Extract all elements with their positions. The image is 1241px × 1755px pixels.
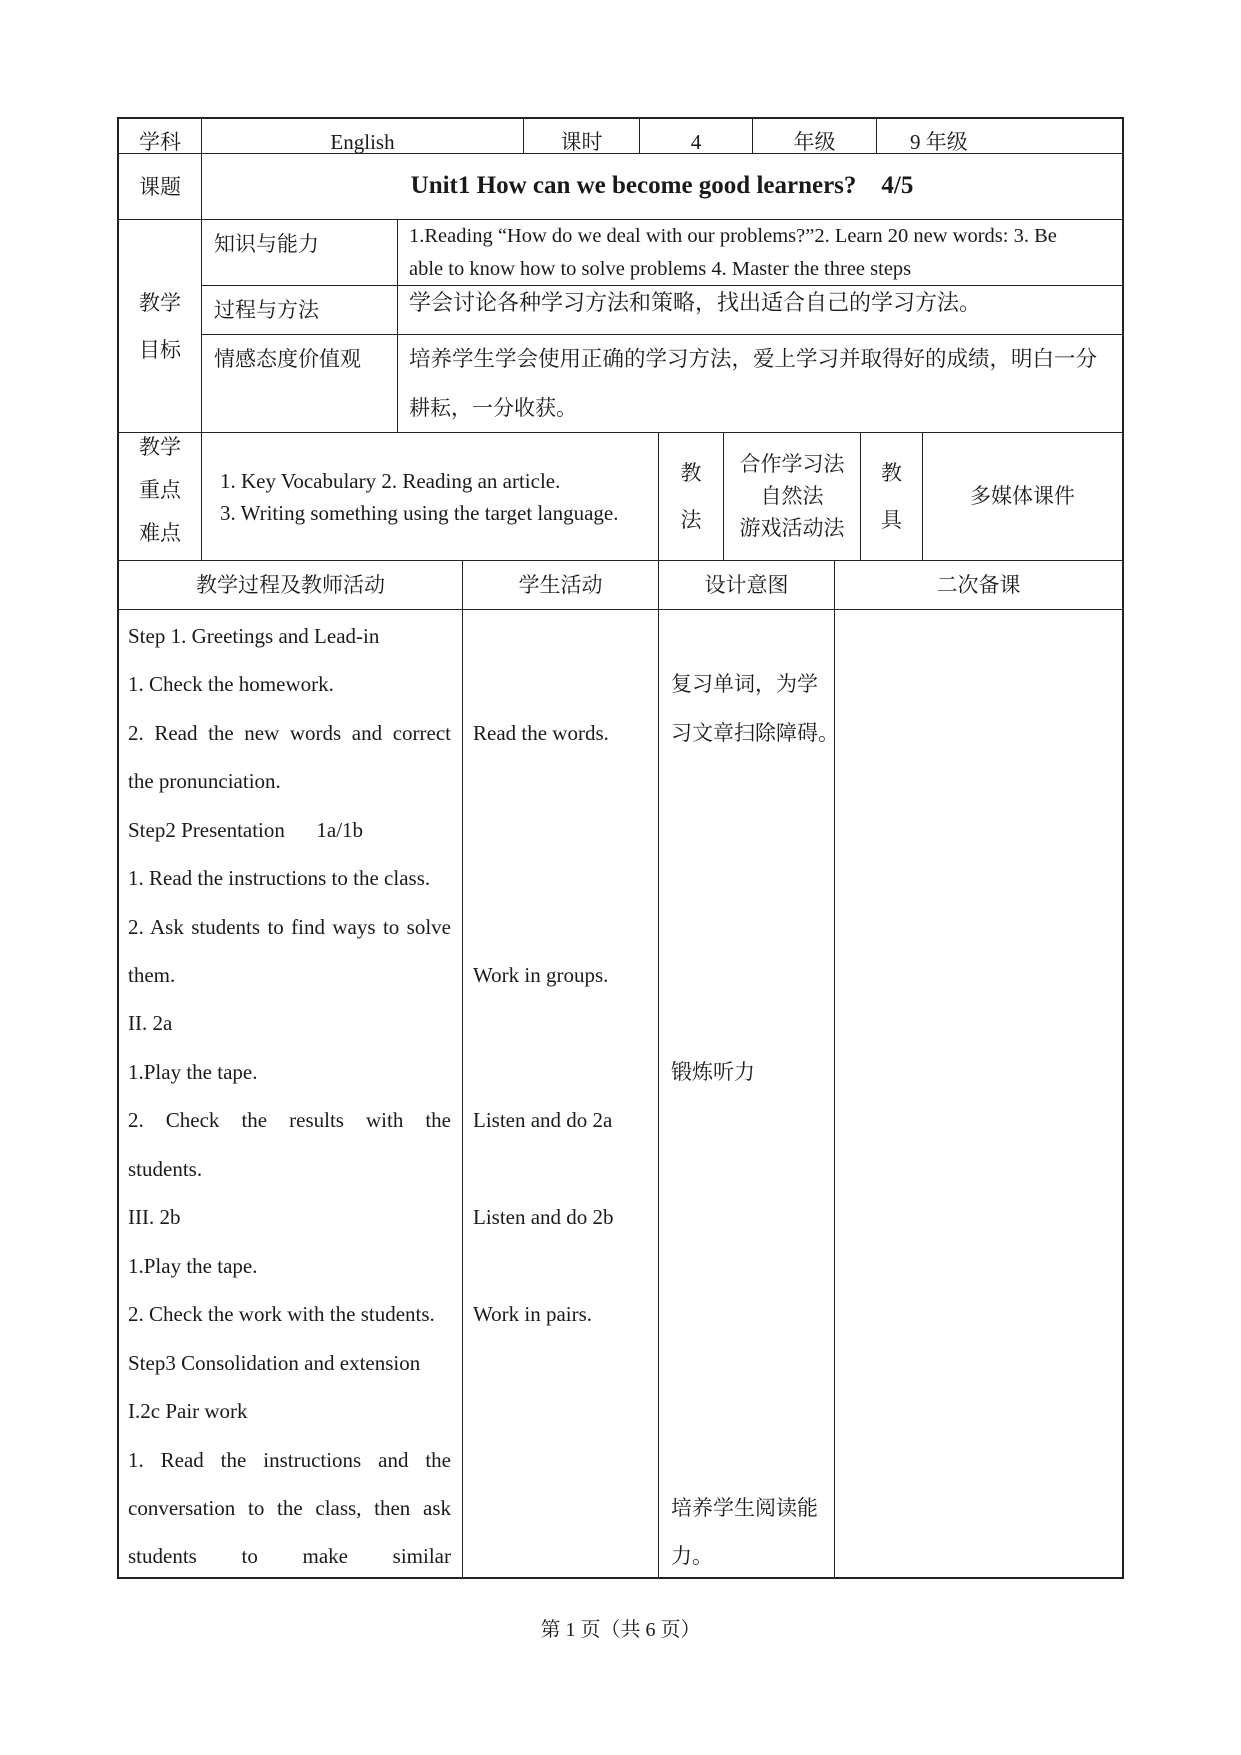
grade-label: 年级 — [793, 130, 836, 154]
page-footer: 第 1 页（共 6 页） — [540, 1619, 701, 1641]
method-label-2: 法 — [680, 508, 702, 532]
knowledge-line-1: 1.Reading “How do we deal with our problems?”2. Learn 20 new words: 3. Be — [409, 225, 1057, 247]
header-student-activity: 学生活动 — [518, 573, 603, 597]
intent-line: 复习单词，为学 — [671, 672, 818, 696]
teacher-line: 1. Check the homework. — [128, 672, 334, 696]
goals-label-2: 目标 — [139, 338, 181, 362]
teacher-line: 1.Play the tape. — [128, 1254, 258, 1278]
teacher-line: Step3 Consolidation and extension — [128, 1351, 421, 1375]
focus-label-3: 难点 — [139, 521, 181, 545]
intent-line: 习文章扫除障碍。 — [671, 721, 839, 745]
teacher-line: 2. Ask students to find ways to solve — [128, 915, 451, 939]
teacher-line: 1. Read the instructions to the class. — [128, 866, 431, 890]
period-value: 4 — [690, 130, 702, 154]
method-3: 游戏活动法 — [739, 516, 845, 540]
process-method-label: 过程与方法 — [214, 298, 319, 322]
tool-label-2: 具 — [881, 508, 902, 532]
process-method-value: 学会讨论各种学习方法和策略，找出适合自己的学习方法。 — [409, 290, 982, 315]
intent-line: 培养学生阅读能 — [671, 1496, 818, 1520]
subject-value: English — [330, 130, 395, 154]
header-teacher-activity: 教学过程及教师活动 — [196, 573, 385, 597]
focus-line-2: 3. Writing something using the target language. — [220, 501, 619, 525]
teacher-line: 2. Check the work with the students. — [128, 1302, 435, 1326]
period-label: 课时 — [560, 130, 603, 154]
method-1: 合作学习法 — [739, 452, 845, 476]
teacher-line: I.2c Pair work — [128, 1399, 248, 1423]
focus-line-1: 1. Key Vocabulary 2. Reading an article. — [220, 469, 561, 493]
teacher-line: them. — [128, 963, 176, 987]
teacher-line: II. 2a — [128, 1011, 173, 1035]
method-label-1: 教 — [680, 461, 702, 485]
teacher-line: 1.Play the tape. — [128, 1060, 258, 1084]
student-line: Read the words. — [473, 721, 609, 745]
student-line: Work in pairs. — [473, 1302, 593, 1326]
emotion-label: 情感态度价值观 — [214, 347, 361, 371]
teacher-line: students. — [128, 1157, 203, 1181]
teacher-line: students to make similar — [128, 1544, 451, 1568]
student-line: Listen and do 2b — [473, 1205, 614, 1229]
teacher-line: III. 2b — [128, 1205, 181, 1229]
emotion-line-1: 培养学生学会使用正确的学习方法，爱上学习并取得好的成绩，明白一分 — [409, 347, 1098, 371]
teacher-line: 1. Read the instructions and the — [128, 1448, 451, 1472]
topic-label: 课题 — [139, 175, 181, 199]
header-design-intent: 设计意图 — [704, 573, 789, 597]
focus-label-1: 教学 — [139, 435, 181, 459]
intent-line: 锻炼听力 — [671, 1060, 755, 1084]
teacher-line: the pronunciation. — [128, 769, 281, 793]
student-line: Work in groups. — [473, 963, 609, 987]
teacher-line: Step2 Presentation 1a/1b — [128, 818, 364, 842]
knowledge-label: 知识与能力 — [214, 232, 319, 256]
knowledge-line-2: able to know how to solve problems 4. Master the three steps — [409, 258, 912, 280]
method-2: 自然法 — [760, 484, 824, 508]
teacher-line: 2. Read the new words and correct — [128, 721, 451, 745]
emotion-line-2: 耕耘，一分收获。 — [409, 396, 577, 420]
teacher-line: conversation to the class, then ask — [128, 1496, 451, 1520]
header-second-prep: 二次备课 — [936, 573, 1021, 597]
goals-label-1: 教学 — [139, 291, 181, 315]
topic-title: Unit1 How can we become good learners? 4/5 — [410, 172, 914, 199]
teacher-line: 2. Check the results with the — [128, 1108, 451, 1132]
focus-label-2: 重点 — [139, 478, 181, 502]
intent-line: 力。 — [671, 1544, 713, 1568]
teacher-line: Step 1. Greetings and Lead-in — [128, 624, 380, 648]
grade-value: 9 年级 — [910, 130, 968, 154]
tool-value: 多媒体课件 — [970, 484, 1075, 508]
subject-label: 学科 — [139, 130, 181, 154]
tool-label-1: 教 — [881, 461, 902, 485]
student-line: Listen and do 2a — [473, 1108, 613, 1132]
